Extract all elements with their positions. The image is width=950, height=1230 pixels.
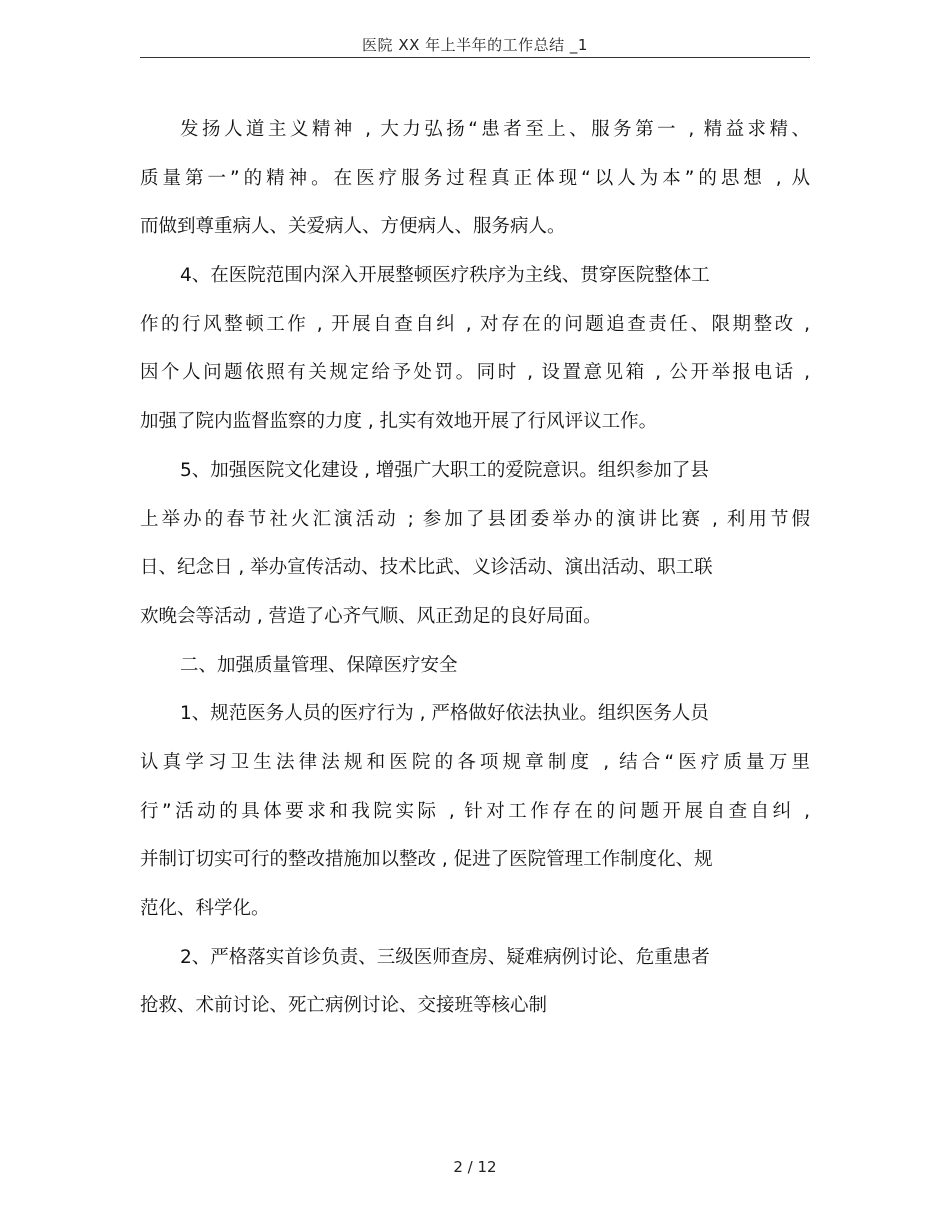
text-line: 加强了院内监督监察的力度 , 扎实有效地开展了行风评议工作。 bbox=[140, 411, 658, 433]
text-line: 4、在医院范围内深入开展整顿医疗秩序为主线、贯穿医院整体工 bbox=[180, 265, 710, 287]
text-line: 范化、科学化。 bbox=[140, 898, 270, 919]
text-line: 2、严格落实首诊负责、三级医师查房、疑难病例讨论、危重患者 bbox=[180, 946, 710, 968]
text-line: 欢晚会等活动 , 营造了心齐气顺、风正劲足的良好局面。 bbox=[140, 605, 602, 627]
text-line: 5、加强医院文化建设 , 增强广大职工的爱院意识。组织参加了县 bbox=[180, 459, 709, 481]
running-header: 医院 XX 年上半年的工作总结 _1 bbox=[362, 36, 588, 54]
text-line: 认真学习卫生法律法规和医院的各项规章制度 , 结合“医疗质量万里 bbox=[140, 751, 810, 773]
text-line: 日、纪念日 , 举办宣传活动、技术比武、义诊活动、演出活动、职工联 bbox=[140, 557, 713, 579]
text-line: 1、规范医务人员的医疗行为 , 严格做好依法执业。组织医务人员 bbox=[180, 703, 709, 725]
text-line: 因个人问题依照有关规定给予处罚。同时 , 设置意见箱 , 公开举报电话 , bbox=[140, 362, 810, 384]
text-line: 作的行风整顿工作 , 开展自查自纠 , 对存在的问题追查责任、限期整改 , bbox=[140, 313, 810, 335]
text-line: 质量第一”的精神。在医疗服务过程真正体现“以人为本”的思想 , 从 bbox=[140, 167, 810, 189]
section-heading: 二、加强质量管理、保障医疗安全 bbox=[180, 654, 458, 676]
text-line: 抢救、术前讨论、死亡病例讨论、交接班等核心制 bbox=[140, 995, 548, 1017]
text-line: 而做到尊重病人、关爱病人、方便病人、服务病人。 bbox=[140, 216, 566, 238]
page-number: 2 / 12 bbox=[453, 1158, 497, 1176]
text-line: 行”活动的具体要求和我院实际 , 针对工作存在的问题开展自查自纠 , bbox=[140, 800, 810, 822]
text-line: 发扬人道主义精神 , 大力弘扬“患者至上、服务第一 , 精益求精、 bbox=[180, 119, 810, 140]
header-rule bbox=[140, 57, 810, 58]
text-line: 上举办的春节社火汇演活动 ; 参加了县团委举办的演讲比赛 , 利用节假 bbox=[140, 508, 810, 530]
text-line: 并制订切实可行的整改措施加以整改 , 促进了医院管理工作制度化、规 bbox=[140, 849, 713, 871]
document-body bbox=[140, 106, 810, 1031]
